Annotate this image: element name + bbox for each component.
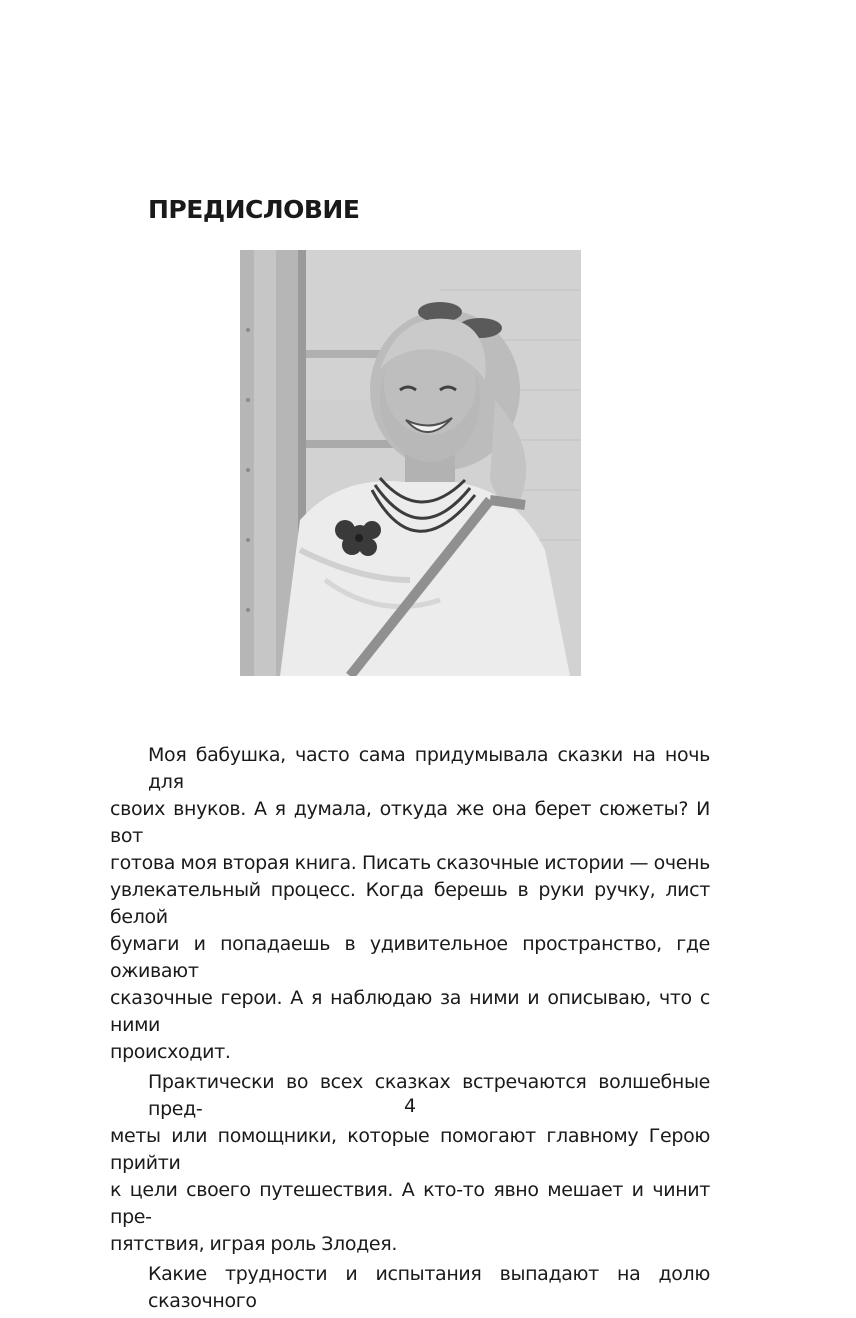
text-line: к цели своего путешествия. А кто-то явно мешает и чинит пре- [110,1179,710,1228]
body-text [110,742,710,1318]
text-line: меты или помощники, которые помогают главному Герою прийти [110,1125,710,1174]
chapter-heading: ПРЕДИСЛОВИЕ [148,195,360,224]
text-line: происходит. [110,1041,231,1063]
paragraph [110,1261,710,1315]
author-photo-illustration [240,250,581,676]
text-line: своих внуков. А я думала, откуда же она берет сюжеты? И вот [110,798,710,847]
author-photo [240,250,581,676]
text-line: сказочные герои. А я наблюдаю за ними и описываю, что с ними [110,987,710,1036]
text-line: пятствия, играя роль Злодея. [110,1233,398,1255]
paragraph [110,742,710,1066]
text-line: бумаги и попадаешь в удивительное пространство, где оживают [110,933,710,982]
text-line: увлекательный процесс. Когда берешь в руки ручку, лист белой [110,879,710,928]
page-number: 4 [403,1095,417,1117]
text-line: Практически во всех сказках встречаются волшебные пред- [148,1071,710,1120]
text-line: Какие трудности и испытания выпадают на долю сказочного [148,1263,710,1312]
text-line: готова моя вторая книга. Писать сказочные истории — очень [110,852,710,874]
text-line: Моя бабушка, часто сама придумывала сказки на ночь для [148,744,710,793]
